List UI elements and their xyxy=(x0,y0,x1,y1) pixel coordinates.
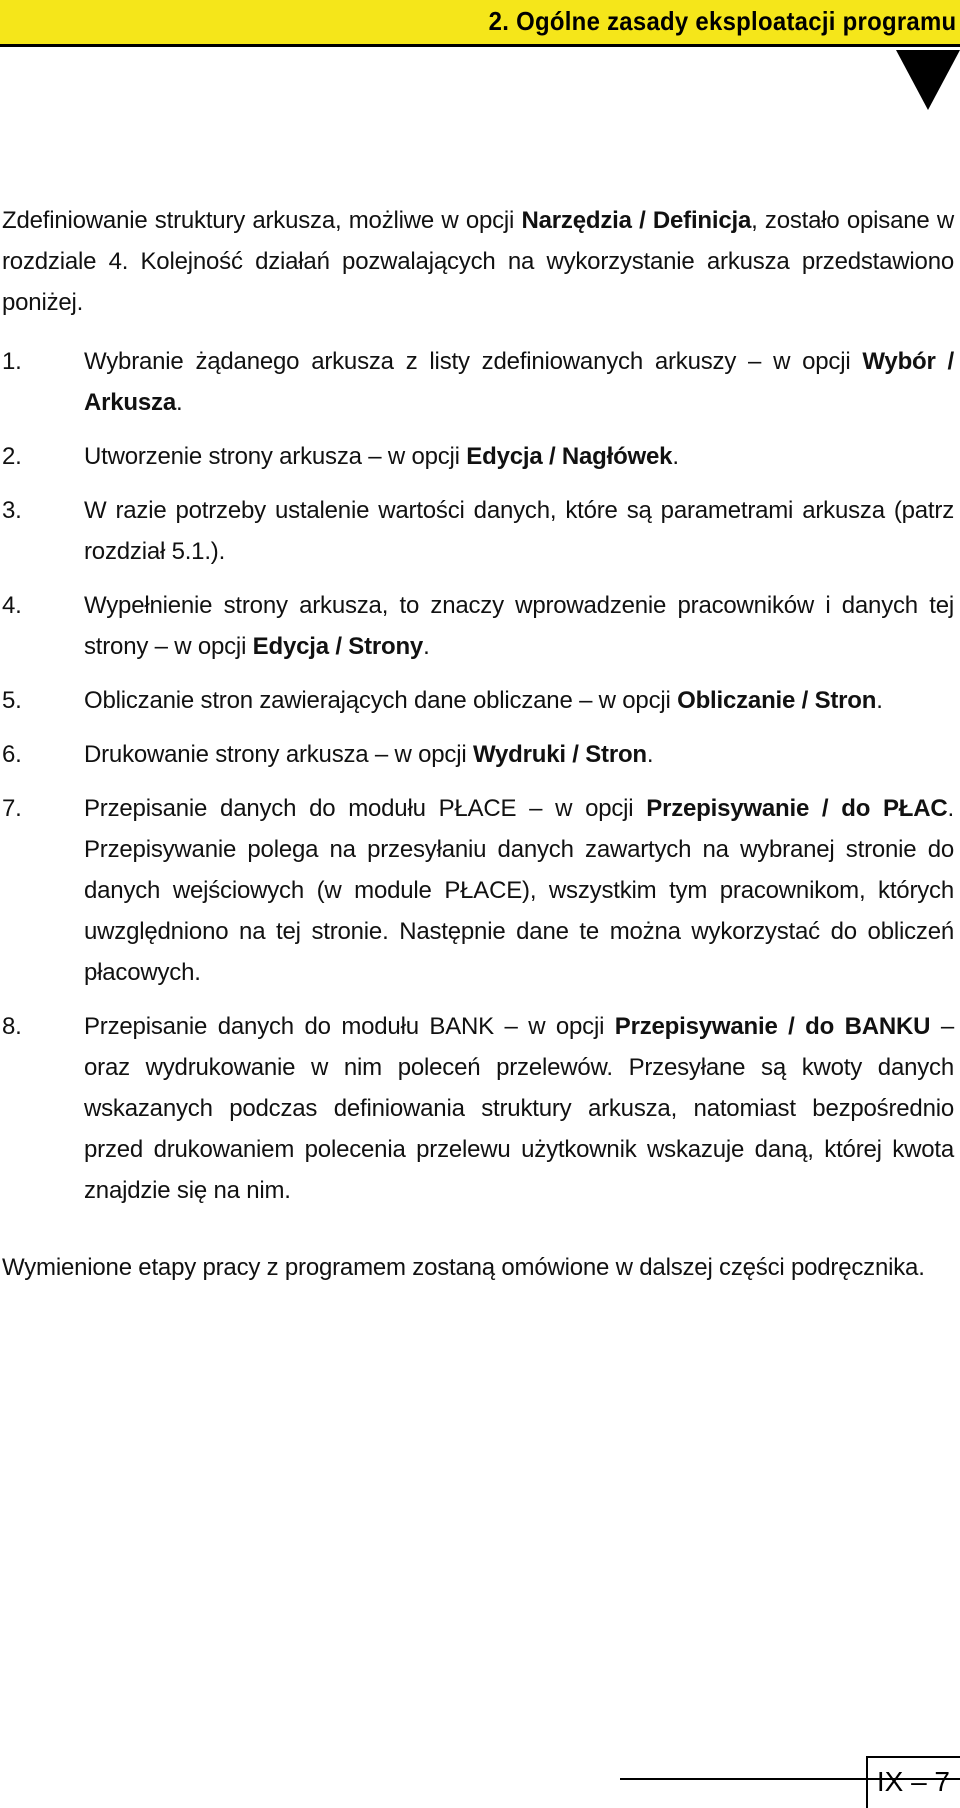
list-item-number: 7. xyxy=(2,795,22,822)
list-item-number: 4. xyxy=(2,592,22,619)
menu-path: Edycja / Strony xyxy=(252,633,424,660)
page-header-bar xyxy=(0,0,960,47)
page-content xyxy=(2,200,954,1288)
down-triangle-icon xyxy=(896,50,960,110)
intro-paragraph: Zdefiniowanie struktury arkusza, możliwe w opcji Narzędzia / Definicja, zostało opisane w rozdziale 4. Kolejność działań pozwalających na wykorzystanie arkusza przedstawiono poniżej. xyxy=(2,207,954,316)
list-item: 5. Obliczanie stron zawierających dane obliczane – w opcji Obliczanie / Stron. xyxy=(2,680,954,721)
outro-paragraph: Wymienione etapy pracy z programem zostaną omówione w dalszej części podręcznika. xyxy=(2,1254,925,1281)
menu-path: Edycja / Nagłówek xyxy=(466,443,673,470)
list-item-number: 5. xyxy=(2,687,22,714)
menu-path: Wydruki / Stron xyxy=(472,741,647,768)
list-item-number: 1. xyxy=(2,348,22,375)
menu-path: Przepisywanie / do BANKU xyxy=(614,1013,931,1040)
list-item-number: 8. xyxy=(2,1013,22,1040)
list-item: 4. Wypełnienie strony arkusza, to znaczy wprowadzenie pracowników i danych tej strony – w opcji Edycja / Strony. xyxy=(2,585,954,667)
list-item-number: 2. xyxy=(2,443,22,470)
list-item: 2. Utworzenie strony arkusza – w opcji Edycja / Nagłówek. xyxy=(2,436,954,477)
list-item: 8. Przepisanie danych do modułu BANK – w opcji Przepisywanie / do BANKU – oraz wydrukowanie w nim poleceń przelewów. Przesyłane są kwoty danych wskazanych podczas definiowania struktury arkusza, natomiast bezpośrednio przed drukowaniem polecenia przelewu użytkownik wskazuje daną, której kwota znajdzie się na nim. xyxy=(2,1006,954,1211)
menu-path: Obliczanie / Stron xyxy=(677,687,877,714)
page-number: IX – 7 xyxy=(876,1766,950,1797)
menu-path: Narzędzia / Definicja xyxy=(521,207,752,234)
list-item: 6. Drukowanie strony arkusza – w opcji Wydruki / Stron. xyxy=(2,734,954,775)
list-item-number: 6. xyxy=(2,741,22,768)
menu-path: Wybór / Arkusza xyxy=(84,348,955,416)
list-item-number: 3. xyxy=(2,497,22,524)
list-item: 3. W razie potrzeby ustalenie wartości danych, które są parametrami arkusza (patrz rozdział 5.1.). xyxy=(2,490,954,572)
menu-path: Przepisywanie / do PŁAC xyxy=(646,795,948,822)
list-item: 1. Wybranie żądanego arkusza z listy zdefiniowanych arkuszy – w opcji Wybór / Arkusza. xyxy=(2,341,954,423)
chapter-title: 2. Ogólne zasady eksploatacji programu xyxy=(488,6,956,36)
list-item: 7. Przepisanie danych do modułu PŁACE – w opcji Przepisywanie / do PŁAC. Przepisywanie polega na przesyłaniu danych zawartych na wybranej stronie do danych wejściowych (w module PŁACE), wszystkim tym pracownikom, których uwzględniono na tej stronie. Następnie dane te można wykorzystać do obliczeń płacowych. xyxy=(2,788,954,993)
